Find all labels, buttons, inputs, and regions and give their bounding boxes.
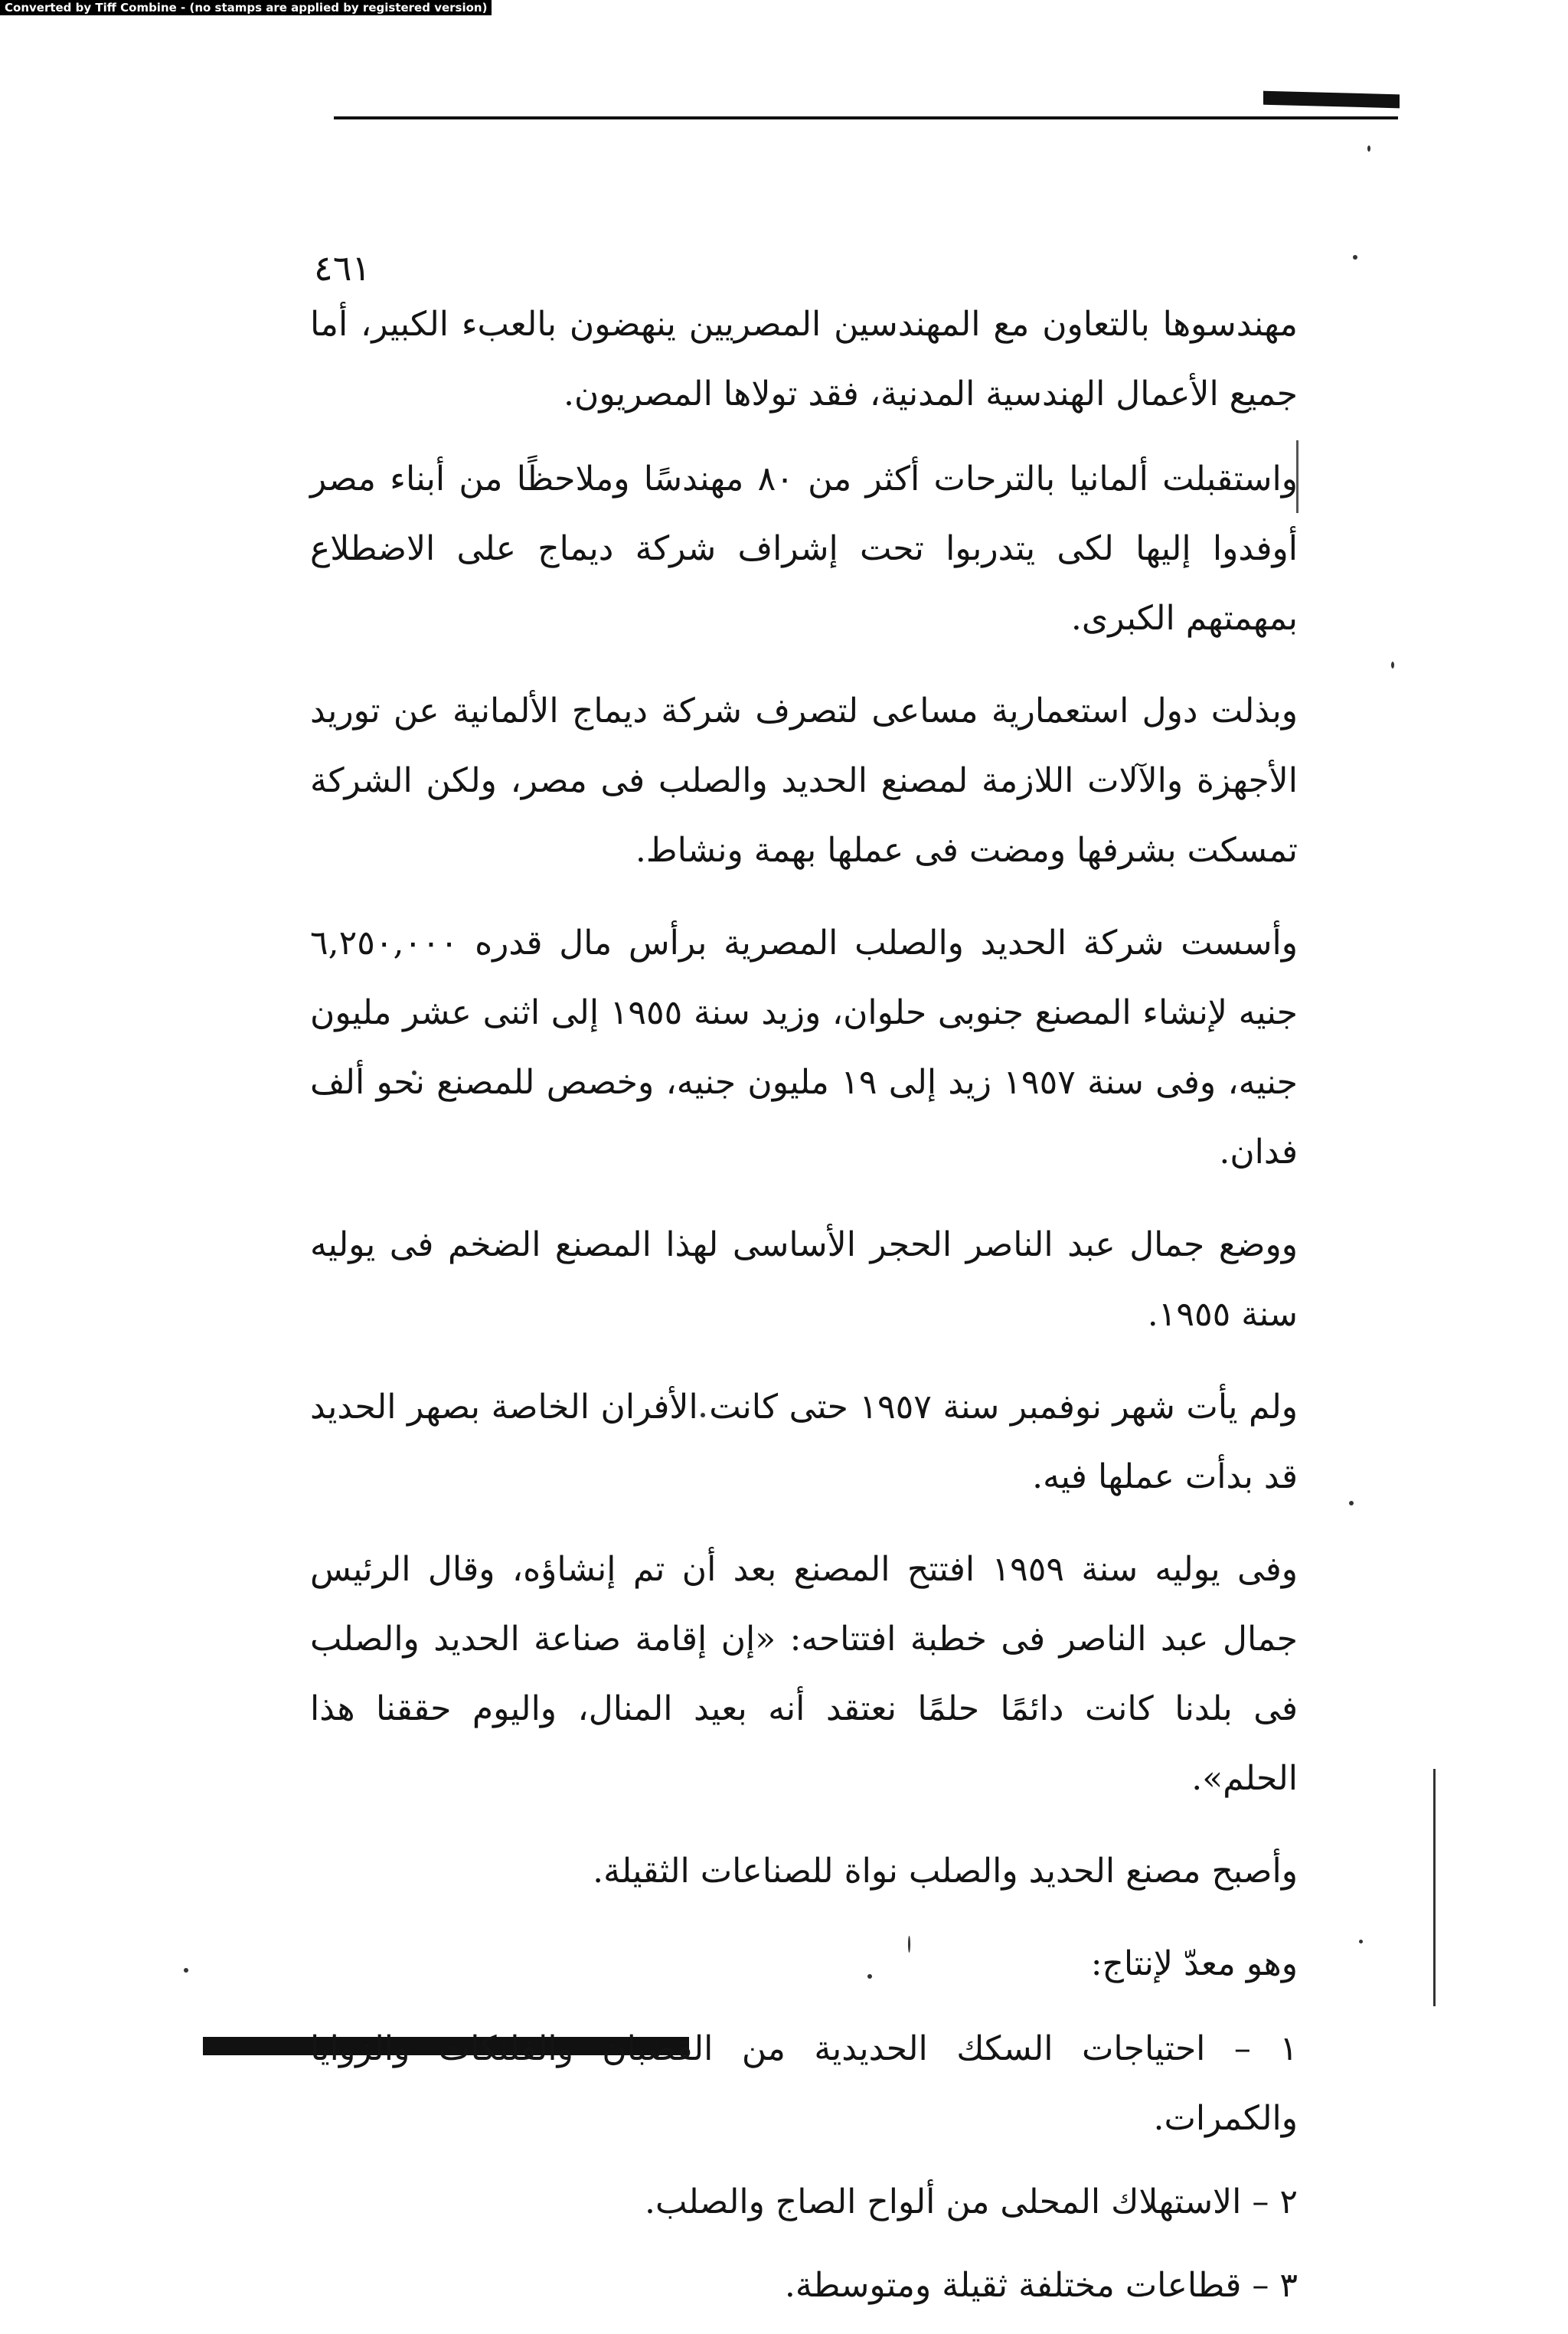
scan-edge-line <box>1433 1769 1436 2006</box>
list-item: ٢ – الاستهلاك المحلى من ألواح الصاج والصلب. <box>645 2182 1298 2221</box>
paragraph-engineers-training: واستقبلت ألمانيا بالترحات أكثر من ٨٠ مهندسًا وملاحظًا من أبناء مصر أوفدوا إليها لكى يتدربوا تحت إشراف شركة ديماج على الاضطلاع بمهمتهم الكبرى. <box>310 459 1298 638</box>
production-list <box>310 2014 1298 2320</box>
scan-speck <box>1353 255 1357 260</box>
list-item: ٣ – قطاعات مختلفة ثقيلة ومتوسطة. <box>784 2266 1298 2305</box>
paragraph-continuation: مهندسوها بالتعاون مع المهندسين المصريين ينهضون بالعبء الكبير، أما جميع الأعمال الهندسية المدنية، فقد تولاها المصريون. <box>310 305 1298 414</box>
paragraph-furnaces: ولم يأت شهر نوفمبر سنة ١٩٥٧ حتى كانت الأفران الخاصة بصهر الحديد قد بدأت عملها فيه. <box>310 1388 1298 1496</box>
scan-speck <box>184 1968 188 1973</box>
top-rule <box>334 116 1398 119</box>
body-text <box>310 289 1298 2334</box>
list-item: ١ – احتياجات السكك الحديدية من القضبان والفلنكات والزوايا والكمرات. <box>310 2029 1298 2138</box>
paragraph-heavy-industry: وأصبح مصنع الحديد والصلب نواة للصناعات الثقيلة. <box>593 1852 1298 1891</box>
page-number: ٤٦١ <box>314 247 371 289</box>
scan-speck <box>1349 1501 1354 1505</box>
paragraph-company-capital: وأسست شركة الحديد والصلب المصرية برأس مال قدره ٦,٢٥٠,٠٠٠ جنيه لإنشاء المصنع جنوبى حلوان، وزيد سنة ١٩٥٥ إلى اثنى عشر مليون جنيه، وفى سنة ١٩٥٧ زيد إلى ١٩ مليون جنيه، وخصص للمصنع نحو ألف فدان. <box>310 923 1298 1172</box>
converter-watermark: Converted by Tiff Combine - (no stamps are applied by registered version) <box>0 0 492 15</box>
paragraph-inauguration: وفى يوليه سنة ١٩٥٩ افتتح المصنع بعد أن تم إنشاؤه، وقال الرئيس جمال عبد الناصر فى خطبة افتتاحه: «إن إقامة صناعة الحديد والصلب فى بلدنا كانت دائمًا حلمًا نعتقد أنه بعيد المنال، واليوم حققنا هذا الحلم». <box>310 1550 1298 1798</box>
top-rule-heavy-end <box>1263 91 1400 109</box>
scan-speck <box>1391 662 1394 668</box>
paragraph-demag-pressure: وبذلت دول استعمارية مساعى لتصرف شركة ديماج الألمانية عن توريد الأجهزة والآلات اللازمة لمصنع الحديد والصلب فى مصر، ولكن الشركة تمسكت بشرفها ومضت فى عملها بهمة ونشاط. <box>310 691 1298 870</box>
scan-speck <box>1367 145 1370 152</box>
list-intro: وهو معدّ لإنتاج: <box>1090 1944 1298 1983</box>
paragraph-foundation-stone: ووضع جمال عبد الناصر الحجر الأساسى لهذا المصنع الضخم فى يوليه سنة ١٩٥٥. <box>310 1225 1298 1334</box>
scan-speck <box>1359 1940 1363 1943</box>
